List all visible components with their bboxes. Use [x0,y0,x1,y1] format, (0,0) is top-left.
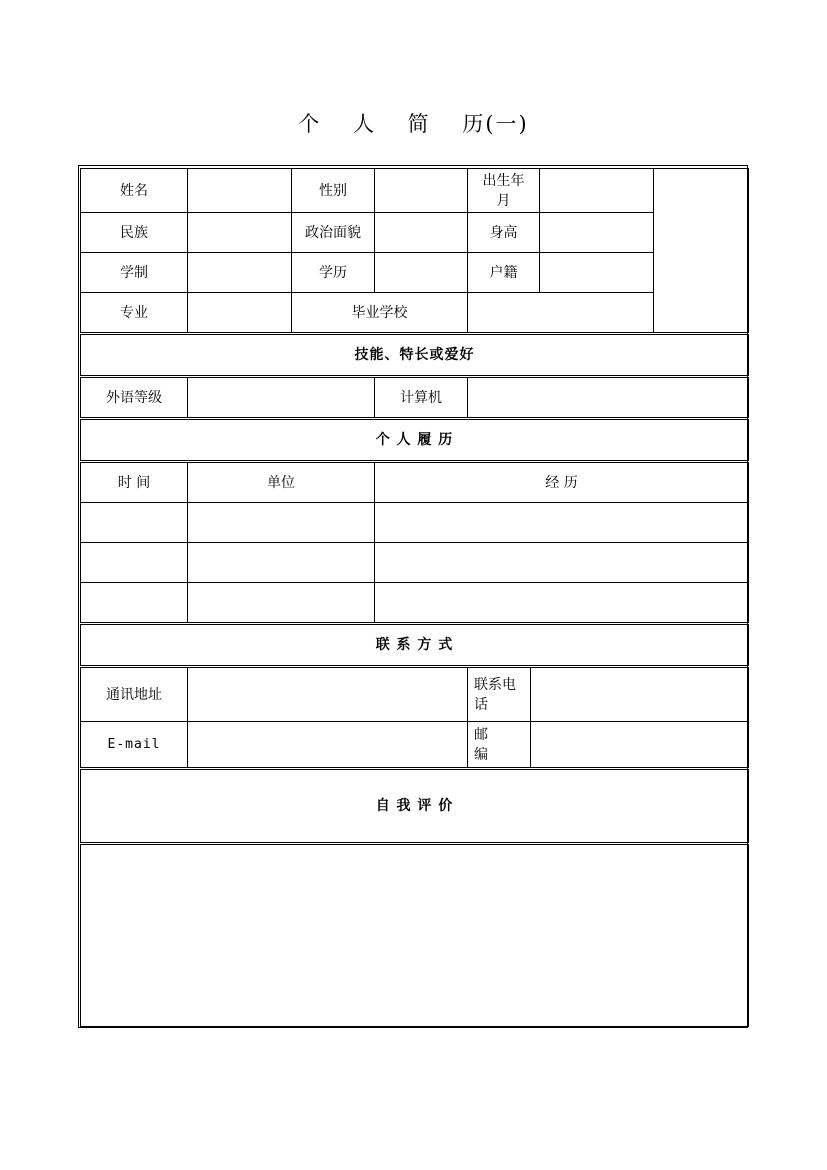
height-input[interactable] [540,213,654,253]
birth-input[interactable] [540,169,654,213]
table-row-cell[interactable] [375,543,749,583]
contact-table [80,624,749,768]
computer-label: 计算机 [375,378,468,418]
self-eval-heading: 自 我 评 价 [81,770,749,843]
computer-input[interactable] [468,378,749,418]
ethnicity-input[interactable] [188,213,292,253]
table-row-cell[interactable] [81,543,188,583]
skills-table [80,334,749,418]
contact-heading: 联 系 方 式 [81,625,749,666]
table-row-cell[interactable] [188,583,375,623]
education-label: 学历 [292,253,375,293]
political-input[interactable] [375,213,468,253]
gender-input[interactable] [375,169,468,213]
hukou-input[interactable] [540,253,654,293]
table-row-cell[interactable] [375,583,749,623]
school-input[interactable] [468,293,654,333]
gender-label: 性别 [292,169,375,213]
history-col-experience: 经 历 [375,463,749,503]
title-char-3: 简 [407,112,431,136]
address-input[interactable] [188,668,468,722]
school-label: 毕业学校 [292,293,468,333]
email-label: E-mail [81,722,188,768]
political-label: 政治面貌 [292,213,375,253]
hukou-label: 户籍 [468,253,540,293]
basic-info-table [80,168,749,333]
height-label: 身高 [468,213,540,253]
phone-label: 联系电话 [468,668,531,722]
language-input[interactable] [188,378,375,418]
title-char-4: 历(一) [462,112,529,136]
title-char-2: 人 [352,112,376,136]
history-heading: 个 人 履 历 [81,420,749,461]
table-row-cell[interactable] [188,503,375,543]
language-label: 外语等级 [81,378,188,418]
zip-input[interactable] [531,722,749,768]
history-col-time: 时 间 [81,463,188,503]
email-input[interactable] [188,722,468,768]
table-row-cell[interactable] [81,583,188,623]
birth-label: 出生年月 [468,169,540,213]
table-row-cell[interactable] [375,503,749,543]
name-label: 姓名 [81,169,188,213]
skills-heading: 技能、特长或爱好 [81,335,749,376]
self-eval-input[interactable] [81,845,749,1027]
name-input[interactable] [188,169,292,213]
ethnicity-label: 民族 [81,213,188,253]
major-label: 专业 [81,293,188,333]
history-table [80,419,749,623]
phone-input[interactable] [531,668,749,722]
address-label: 通讯地址 [81,668,188,722]
self-eval-table [80,769,749,1027]
table-row-cell[interactable] [81,503,188,543]
schooling-input[interactable] [188,253,292,293]
major-input[interactable] [188,293,292,333]
zip-label: 邮编 [468,722,531,768]
photo-box[interactable] [654,169,749,333]
schooling-label: 学制 [81,253,188,293]
education-input[interactable] [375,253,468,293]
history-col-unit: 单位 [188,463,375,503]
page-title [0,108,827,138]
title-char-1: 个 [298,112,322,136]
table-row-cell[interactable] [188,543,375,583]
